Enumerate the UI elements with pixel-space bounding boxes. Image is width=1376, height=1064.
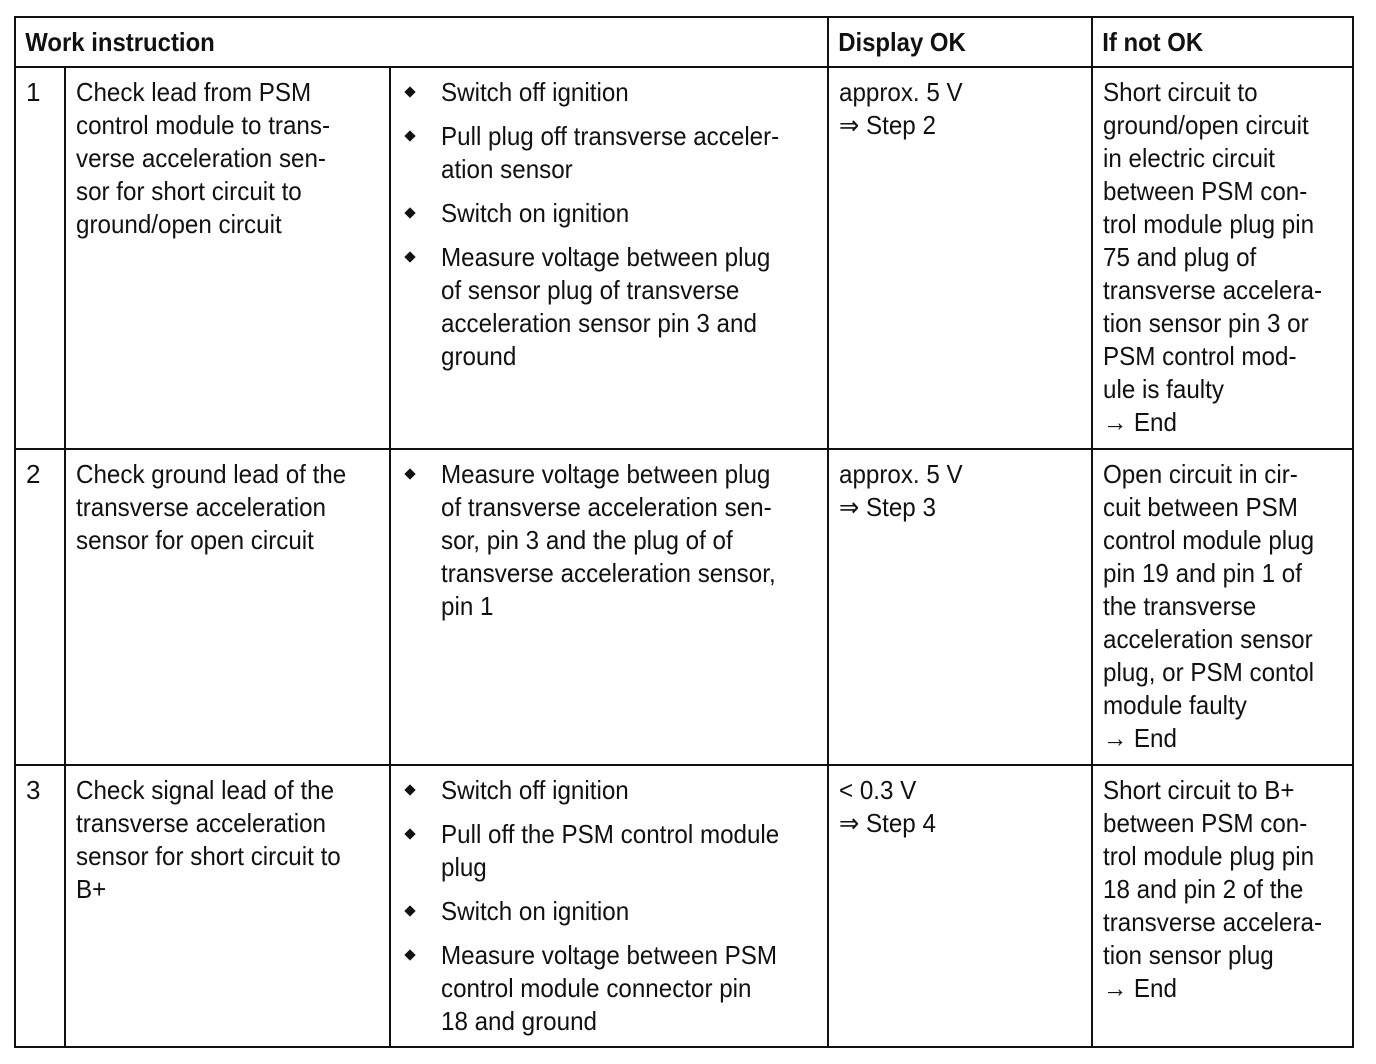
bullet-diamond-icon xyxy=(404,251,415,262)
table-row xyxy=(15,449,1353,765)
bullet-diamond-icon xyxy=(404,86,415,97)
step-number: 2 xyxy=(15,449,65,765)
step-number: 1 xyxy=(15,67,65,449)
bullet-diamond-icon xyxy=(404,207,415,218)
list-item: Pull off the PSM control module plug xyxy=(391,818,819,884)
check-description: Check lead from PSM control module to trans- verse acceleration sen- sor for short circuit to ground/open circuit xyxy=(65,67,390,449)
work-instruction-table xyxy=(14,16,1354,1048)
list-item: Measure voltage between plug of transverse acceleration sen- sor, pin 3 and the plug of of transverse acceleration sensor, pin 1 xyxy=(391,458,819,623)
header-display-ok: Display OK xyxy=(828,17,1092,67)
display-ok-value: approx. 5 V ⇒ Step 3 xyxy=(828,449,1092,765)
procedure-steps xyxy=(390,765,828,1047)
bullet-diamond-icon xyxy=(404,949,415,960)
list-item: Measure voltage between plug of sensor plug of transverse acceleration sensor pin 3 and ground xyxy=(391,241,819,373)
procedure-steps xyxy=(390,449,828,765)
list-item: Pull plug off transverse acceler- ation sensor xyxy=(391,120,819,186)
bullet-diamond-icon xyxy=(404,784,415,795)
bullet-diamond-icon xyxy=(404,130,415,141)
header-work-instruction: Work instruction xyxy=(15,17,828,67)
list-item: Switch off ignition xyxy=(391,76,819,109)
bullet-diamond-icon xyxy=(404,905,415,916)
bullet-diamond-icon xyxy=(404,468,415,479)
check-description: Check signal lead of the transverse acceleration sensor for short circuit to B+ xyxy=(65,765,390,1047)
step-number: 3 xyxy=(15,765,65,1047)
if-not-ok-text: Short circuit to ground/open circuit in electric circuit between PSM con- trol module plug pin 75 and plug of transverse accelera- tion sensor pin 3 or PSM control mod- ule is faulty → End xyxy=(1092,67,1353,449)
list-item: Measure voltage between PSM control module connector pin 18 and ground xyxy=(391,939,819,1038)
if-not-ok-text: Short circuit to B+ between PSM con- trol module plug pin 18 and pin 2 of the transverse accelera- tion sensor plug → End xyxy=(1092,765,1353,1047)
procedure-steps xyxy=(390,67,828,449)
check-description: Check ground lead of the transverse acceleration sensor for open circuit xyxy=(65,449,390,765)
table-row xyxy=(15,67,1353,449)
display-ok-value: < 0.3 V ⇒ Step 4 xyxy=(828,765,1092,1047)
table-row xyxy=(15,765,1353,1047)
header-row xyxy=(15,17,1353,67)
list-item: Switch on ignition xyxy=(391,895,819,928)
bullet-diamond-icon xyxy=(404,828,415,839)
header-if-not-ok: If not OK xyxy=(1092,17,1353,67)
list-item: Switch off ignition xyxy=(391,774,819,807)
if-not-ok-text: Open circuit in cir- cuit between PSM control module plug pin 19 and pin 1 of the transverse acceleration sensor plug, or PSM contol module faulty → End xyxy=(1092,449,1353,765)
display-ok-value: approx. 5 V ⇒ Step 2 xyxy=(828,67,1092,449)
list-item: Switch on ignition xyxy=(391,197,819,230)
